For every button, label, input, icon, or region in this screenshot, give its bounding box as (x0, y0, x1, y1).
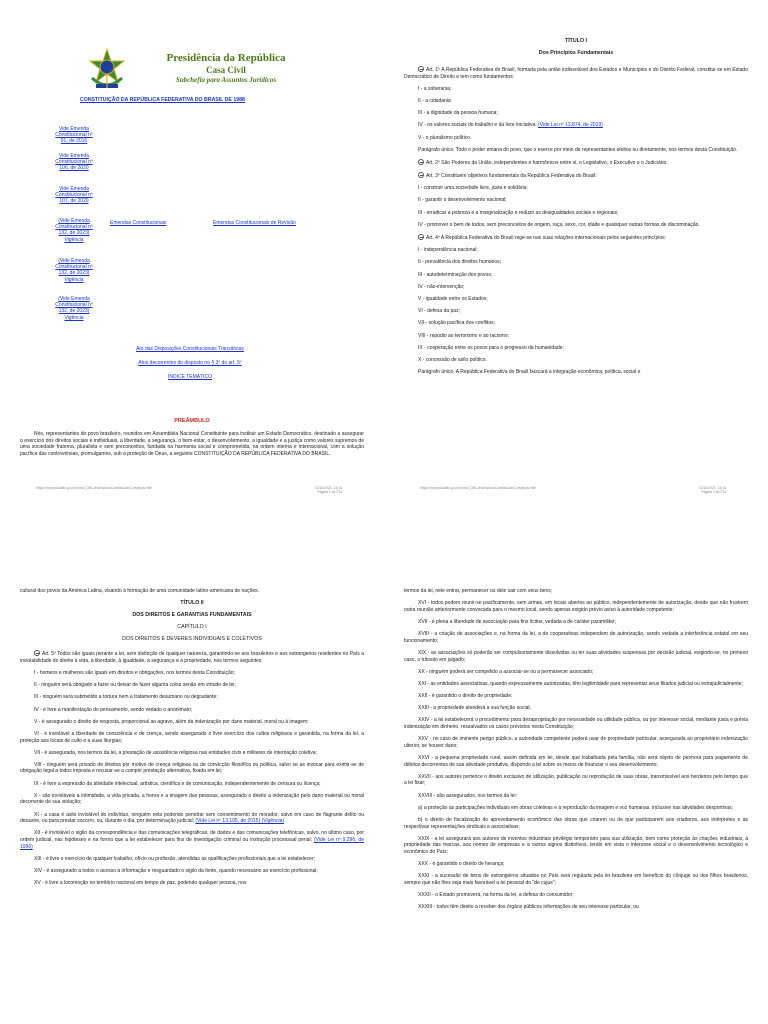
footer-date: 11/10/2024, 13:43 (698, 486, 726, 490)
paragraph-text: III - erradicar a pobreza e a marginalização e reduzir as desigualdades sociais e regionais; (418, 209, 619, 216)
paragraph-text: IV - promover o bem de todos, sem preconceitos de origem, raça, sexo, cor, idade e quaisquer outras formas de discriminação. (418, 221, 700, 228)
paragraph-text: IV - é livre a manifestação do pensamento, sendo vedado o anonimato; (34, 706, 193, 713)
paragraph-text: VI - é inviolável a liberdade de consciência e de crença, sendo assegurado o livre exercício dos cultos religiosos e garantida, na forma da lei, a proteção aos locais de culto e a suas liturgias; (20, 730, 364, 744)
paragraph-text: Art. 1º A República Federativa do Brasil, formada pela união indissolúvel dos Estados e Municípios e do Distrito Federal, constitui-se em Estado Democrático de Direito e tem como fundamentos: (404, 67, 748, 80)
article-paragraph (404, 369, 748, 376)
page-4 (384, 512, 768, 1024)
article-paragraph (404, 693, 748, 700)
article-paragraph (404, 805, 748, 812)
article-paragraph (20, 650, 364, 664)
emendas-revisao-link[interactable]: Emendas Constitucionais de Revisão (213, 220, 296, 226)
article-paragraph (404, 147, 748, 154)
paragraph-text: II - garantir o desenvolvimento nacional; (418, 197, 507, 204)
paragraph-text: X - são invioláveis a intimidade, a vida privada, a honra e a imagem das pessoas, assegurado o direito a indenização pelo dano material ou moral decorrente de sua violação; (20, 792, 364, 806)
amendment-link-5[interactable]: (Vide Emenda Constitucional nº 132, de 2023) Vigência (55, 258, 93, 283)
paragraph-text: III - ninguém será submetido a tortura nem a tratamento desumano ou degradante; (34, 694, 218, 701)
article-paragraph (20, 719, 364, 726)
titulo-ii-subtitle: DOS DIREITOS E GARANTIAS FUNDAMENTAIS (132, 612, 252, 619)
paragraph-text: XXVII - aos autores pertence o direito exclusivo de utilização, publicação ou reprodução de suas obras, transmissível aos herdeiros pelo tempo que a lei fixar; (404, 773, 748, 787)
article-paragraph (20, 781, 364, 788)
article-paragraph (20, 670, 364, 677)
paragraph-text: XIII - é livre o exercício de qualquer trabalho, ofício ou profissão, atendidas as qualificações profissionais que a lei estabelecer; (34, 855, 315, 862)
titulo-i: TÍTULO I (564, 38, 588, 44)
paragraph-text: I - independência nacional; (418, 247, 478, 254)
coat-of-arms-icon (86, 48, 128, 92)
paragraph-text: XXI - as entidades associativas, quando expressamente autorizadas, têm legitimidade para representar seus filiados judicial ou extrajudicialmente; (418, 680, 743, 687)
paragraph-text: XXIV - a lei estabelecerá o procedimento para desapropriação por necessidade ou utilidade pública, ou por interesse social, mediante justa e prévia indenização em dinheiro, ressalvados os casos previstos nesta Constituição; (404, 717, 748, 731)
page-2-content (404, 38, 748, 381)
paragraph-text: XXXI - a sucessão de bens de estrangeiros situados no País será regulada pela lei brasileira em benefício do cônjuge ou dos filhos brasileiros, sempre que não lhes seja mais favorável a lei pessoal do "de cujus"; (404, 873, 748, 886)
capitulo-i-name: DOS DIREITOS E DEVERES INDIVIDUAIS E COLETIVOS (122, 636, 262, 643)
paragraph-text: I - homens e mulheres são iguais em direitos e obrigações, nos termos desta Constituição; (34, 669, 235, 676)
article-paragraph (404, 197, 748, 204)
article-paragraph (404, 793, 748, 800)
paragraph-text: III - a dignidade da pessoa humana; (418, 110, 498, 117)
amendment-link-1[interactable]: Vide Emenda Constitucional nº 91, de 2016 (55, 126, 93, 145)
article-paragraph (404, 619, 748, 626)
article-paragraph (404, 308, 748, 315)
article-paragraph (404, 320, 748, 327)
article-paragraph (404, 272, 748, 279)
article-link-icon[interactable] (418, 66, 424, 72)
article-paragraph (404, 66, 748, 80)
paragraph-text: XVIII - a criação de associações e, na forma da lei, a de cooperativas independem de autorização, sendo vedada a interferência estatal em seu funcionamento; (404, 631, 748, 644)
paragraph-text: XXIII - a propriedade atenderá a sua função social; (418, 705, 531, 712)
preamble-title: PREÂMBULO (174, 418, 210, 424)
paragraph-text: XX - ninguém poderá ser compelido a associar-se ou a permanecer associado; (418, 668, 594, 675)
paragraph-text: XIX - as associações só poderão ser compulsoriamente dissolvidas ou ter suas atividades suspensas por decisão judicial, exigindo-se, no primeiro caso, o trânsito em julgado; (404, 649, 748, 663)
article-paragraph (404, 669, 748, 676)
header-line2: Casa Civil (206, 65, 246, 75)
paragraph-text: VII - solução pacífica dos conflitos; (418, 320, 495, 327)
atos-decorrentes-link[interactable]: Atos decorrentes do disposto no § 3º do art. 5º (138, 360, 242, 366)
footer-page: Página 2 de 274 (701, 490, 726, 494)
paragraph-text: X - concessão de asilo político. (418, 356, 487, 363)
paragraph-text: XXV - no caso de iminente perigo público, a autoridade competente poderá usar de propriedade particular, assegurada ao proprietário indenização ulterior, se houver dano; (404, 736, 748, 749)
article-paragraph (404, 345, 748, 352)
header-line3: Subchefia para Assuntos Jurídicos (175, 76, 277, 84)
paragraph-text: Art. 3º Constituem objetivos fundamentais da República Federativa do Brasil: (426, 173, 597, 180)
amendment-link-3[interactable]: Vide Emenda Constitucional nº 107, de 2020 (55, 186, 93, 205)
paragraph-text: Parágrafo único. Todo o poder emana do povo, que o exerce por meio de representantes eleitos ou diretamente, nos termos desta Constituição. (418, 146, 738, 153)
footer-date: 11/10/2024, 13:43 (314, 486, 342, 490)
page-4-content (404, 588, 748, 916)
article-paragraph (404, 284, 748, 291)
article-paragraph (404, 681, 748, 688)
article-paragraph (404, 86, 748, 93)
page-footer (420, 486, 726, 494)
article-paragraph (20, 793, 364, 806)
article-paragraph (404, 861, 748, 868)
header-line1: Presidência da República (166, 52, 286, 64)
paragraph-text: IV - os valores sociais do trabalho e da livre iniciativa; (418, 122, 537, 129)
article-paragraph (404, 247, 748, 254)
paragraph-text: I - construir uma sociedade livre, justa e solidária; (418, 185, 528, 192)
paragraph-text: XXII - é garantido o direito de propriedade; (418, 693, 513, 700)
paragraph-text: IV - não-intervenção; (418, 283, 465, 290)
paragraph-text: V - o pluralismo político. (418, 134, 472, 141)
paragraph-text: XXIX - a lei assegurará aos autores de inventos industriais privilégio temporário para sua utilização, bem como proteção às criações industriais, à propriedade das marcas, aos nomes de empresas e a outros signos distintivos, tendo em vista o interesse social e o desenvolvimento tecnológico e econômico do País; (404, 835, 748, 855)
page-footer (36, 486, 342, 494)
article-paragraph (404, 357, 748, 364)
paragraph-text: VI - defesa da paz; (418, 308, 460, 315)
page-3-content (20, 588, 364, 892)
paragraph-text: Parágrafo único. A República Federativa do Brasil buscará a integração econômica, política, social e (418, 369, 641, 376)
article-paragraph (20, 707, 364, 714)
titulo-i-subtitle: Dos Princípios Fundamentais (538, 50, 614, 56)
law-reference-link[interactable]: (Vide Lei nº 9.296, de 1996) (20, 837, 364, 850)
article-paragraph (404, 185, 748, 192)
article-paragraph (404, 817, 748, 830)
paragraph-text: I - a soberania; (418, 85, 452, 92)
article-paragraph (404, 705, 748, 712)
emendas-constitucionais-link[interactable]: Emendas Constitucionais (110, 220, 167, 226)
article-paragraph (20, 856, 364, 863)
article-link-icon[interactable] (34, 650, 40, 656)
article-paragraph (404, 736, 748, 749)
paragraph-text: XVI - todos podem reunir-se pacificamente, sem armas, em locais abertos ao público, independentemente de autorização, desde que não frustrem outra reunião anteriormente convocada para o mesmo local, sendo apenas exigido prévio aviso à autoridade competente; (404, 600, 748, 613)
article-paragraph (20, 830, 364, 850)
article-link-icon[interactable] (418, 234, 424, 240)
article-paragraph (404, 159, 748, 167)
amendment-link-6[interactable]: (Vide Emenda Constitucional nº 132, de 2023) Vigência (55, 296, 93, 321)
paragraph-text: III - autodeterminação dos povos; (418, 271, 493, 278)
article-paragraph (404, 892, 748, 899)
page-3 (0, 512, 384, 1024)
header-text (146, 52, 306, 84)
amendment-link-4[interactable]: (Vide Emenda Constitucional nº 132, de 2023) Vigência (55, 218, 93, 243)
paragraph-text: XIV - é assegurado a todos o acesso à informação e resguardado o sigilo da fonte, quando necessário ao exercício profissional; (34, 867, 318, 874)
article-paragraph (404, 600, 748, 613)
article-paragraph (404, 296, 748, 303)
article-paragraph (20, 868, 364, 875)
article-paragraph (20, 812, 364, 825)
paragraph-text: V - igualdade entre os Estados; (418, 295, 488, 302)
article-paragraph (404, 836, 748, 856)
law-reference-link[interactable]: (Vide Lei nº 13.874, de 2019) (538, 122, 603, 129)
adct-link[interactable]: Ato das Disposições Constitucionais Transitórias (136, 346, 244, 352)
capitulo-i: CAPÍTULO I (177, 624, 207, 631)
header (86, 48, 306, 98)
article-paragraph (404, 122, 748, 129)
paragraph-text: VIII - repúdio ao terrorismo e ao racismo; (418, 332, 509, 339)
paragraph-text: XXX - é garantido o direito de herança; (418, 861, 505, 868)
article-paragraph (404, 98, 748, 105)
footer-page: Página 1 de 274 (317, 490, 342, 494)
article-paragraph (20, 880, 364, 887)
page-3-intro: cultural dos povos da América Latina, visando à formação de uma comunidade latino-americana de nações. (20, 588, 260, 594)
bottom-links (60, 346, 320, 388)
titulo-ii: TÍTULO II (180, 600, 204, 607)
article-paragraph (20, 682, 364, 689)
law-reference-link[interactable]: (Vide Lei nº 13.105, de 2015) (Vigência) (195, 818, 285, 825)
amendment-link-2[interactable]: Vide Emenda Constitucional nº 106, de 2020 (55, 153, 93, 172)
paragraph-text: termos da lei, nele entrar, permanecer ou dele sair com seus bens; (404, 588, 553, 594)
article-paragraph (404, 631, 748, 644)
article-paragraph (404, 110, 748, 117)
article-paragraph (404, 588, 748, 595)
article-paragraph (20, 731, 364, 744)
paragraph-text: VII - é assegurada, nos termos da lei, a prestação de assistência religiosa nas entidades civis e militares de internação coletiva; (34, 749, 317, 756)
paragraph-text: II - prevalência dos direitos humanos; (418, 259, 502, 266)
footer-url: https://www.planalto.gov.br/ccivil_03/Constituicao/ConstituicaoCompilado.htm (420, 486, 537, 490)
article-paragraph (404, 135, 748, 142)
article-paragraph (404, 234, 748, 242)
paragraph-text: V - é assegurado o direito de resposta, proporcional ao agravo, além da indenização por dano material, moral ou à imagem; (34, 718, 309, 725)
article-paragraph (404, 333, 748, 340)
article-paragraph (404, 210, 748, 217)
paragraph-text: a) a proteção às participações individuais em obras coletivas e à reprodução da imagem e voz humanas, inclusive nas atividades desportivas; (418, 804, 733, 811)
article-paragraph (404, 755, 748, 768)
paragraph-text: b) o direito de fiscalização do aproveitamento econômico das obras que criarem ou de que participarem aos criadores, aos intérpretes e às respectivas representações sindicais e associativas; (404, 816, 748, 830)
indice-tematico-link[interactable]: ÍNDICE TEMÁTICO (167, 374, 213, 380)
paragraph-text: II - a cidadania (418, 97, 451, 104)
constitution-title-link[interactable]: CONSTITUIÇÃO DA REPÚBLICA FEDERATIVA DO BRASIL DE 1988 (80, 97, 245, 103)
article-paragraph (404, 172, 748, 180)
article-paragraph (20, 762, 364, 775)
paragraph-text: XXXIII - todos têm direito a receber dos órgãos públicos informações de seu interesse particular, ou (418, 904, 639, 911)
paragraph-text: Art. 4º A República Federativa do Brasil rege-se nas suas relações internacionais pelos seguintes princípios: (426, 235, 667, 242)
article-paragraph (404, 774, 748, 787)
article-link-icon[interactable] (418, 159, 424, 165)
paragraph-text: II - ninguém será obrigado a fazer ou deixar de fazer alguma coisa senão em virtude de lei; (34, 682, 236, 689)
paragraph-text: XXXII - o Estado promoverá, na forma da lei, a defesa do consumidor; (418, 892, 574, 899)
article-paragraph (404, 259, 748, 266)
footer-url: https://www.planalto.gov.br/ccivil_03/Constituicao/ConstituicaoCompilado.htm (36, 486, 153, 490)
article-link-icon[interactable] (418, 172, 424, 178)
article-paragraph (20, 750, 364, 757)
paragraph-text: Art. 5º Todos são iguais perante a lei, sem distinção de qualquer natureza, garantindo-se aos brasileiros e aos estrangeiros residentes no País a inviolabilidade do direito à vida, à liberdade, à igualdade, à segurança e à propriedade, nos termos seguintes: (20, 651, 364, 664)
page-2 (384, 0, 768, 512)
paragraph-text: XI - a casa é asilo inviolável do indivíduo, ninguém nela podendo penetrar sem consentimento do morador, salvo em caso de flagrante delito ou desastre, ou para prestar socorro, ou, durante o dia, por determinação judicial; (20, 811, 364, 825)
paragraph-text: XV - é livre a locomoção no território nacional em tempo de paz, podendo qualquer pessoa, nos (34, 880, 247, 887)
article-paragraph (404, 904, 748, 911)
article-paragraph (404, 222, 748, 229)
article-paragraph (404, 873, 748, 886)
preamble-text: Nós, representantes do povo brasileiro, reunidos em Assembléia Nacional Constituinte para instituir um Estado Democrático, destinado a assegurar o exercício dos direitos sociais e individuais, a liberdade, a segurança, o bem-estar, o desenvolvimento, a igualdade e a justiça como valores supremos de uma sociedade fraterna, pluralista e sem preconceitos, fundada na harmonia social e comprometida, na ordem interna e internacional, com a solução pacífica das controvérsias, promulgamos, sob a proteção de Deus, a seguinte CONSTITUIÇÃO DA REPÚBLICA FEDERATIVA DO BRASIL. (20, 431, 364, 457)
paragraph-text: XXVI - a pequena propriedade rural, assim definida em lei, desde que trabalhada pela família, não será objeto de penhora para pagamento de débitos decorrentes de sua atividade produtiva, dispondo a lei sobre os meios de financiar o seu desenvolvimento; (404, 755, 748, 768)
page-1 (0, 0, 384, 512)
article-paragraph (404, 650, 748, 663)
article-paragraph (20, 694, 364, 701)
paragraph-text: Art. 2º São Poderes da União, independentes e harmônicos entre si, o Legislativo, o Executivo e o Judiciário. (426, 159, 668, 166)
paragraph-text: XXVIII - são assegurados, nos termos da lei: (418, 792, 517, 799)
paragraph-text: IX - cooperação entre os povos para o progresso da humanidade; (418, 344, 564, 351)
paragraph-text: IX - é livre a expressão da atividade intelectual, artística, científica e de comunicação, independentemente de censura ou licença; (34, 780, 321, 787)
paragraph-text: XVII - é plena a liberdade de associação para fins lícitos, vedada a de caráter paramilitar; (418, 618, 616, 625)
paragraph-text: XII - é inviolável o sigilo da correspondência e das comunicações telegráficas, de dados e das comunicações telefônicas, salvo, no último caso, por ordem judicial, nas hipóteses e na forma que a lei estabelecer para fins de investigação criminal ou instrução processual penal; (20, 830, 364, 843)
article-paragraph (404, 717, 748, 730)
paragraph-text: VIII - ninguém será privado de direitos por motivo de crença religiosa ou de convicção filosófica ou política, salvo se as invocar para eximir-se de obrigação legal a todos imposta e recusar-se a cumprir prestação alternativa, fixada em lei; (20, 761, 364, 775)
preamble (20, 431, 364, 463)
